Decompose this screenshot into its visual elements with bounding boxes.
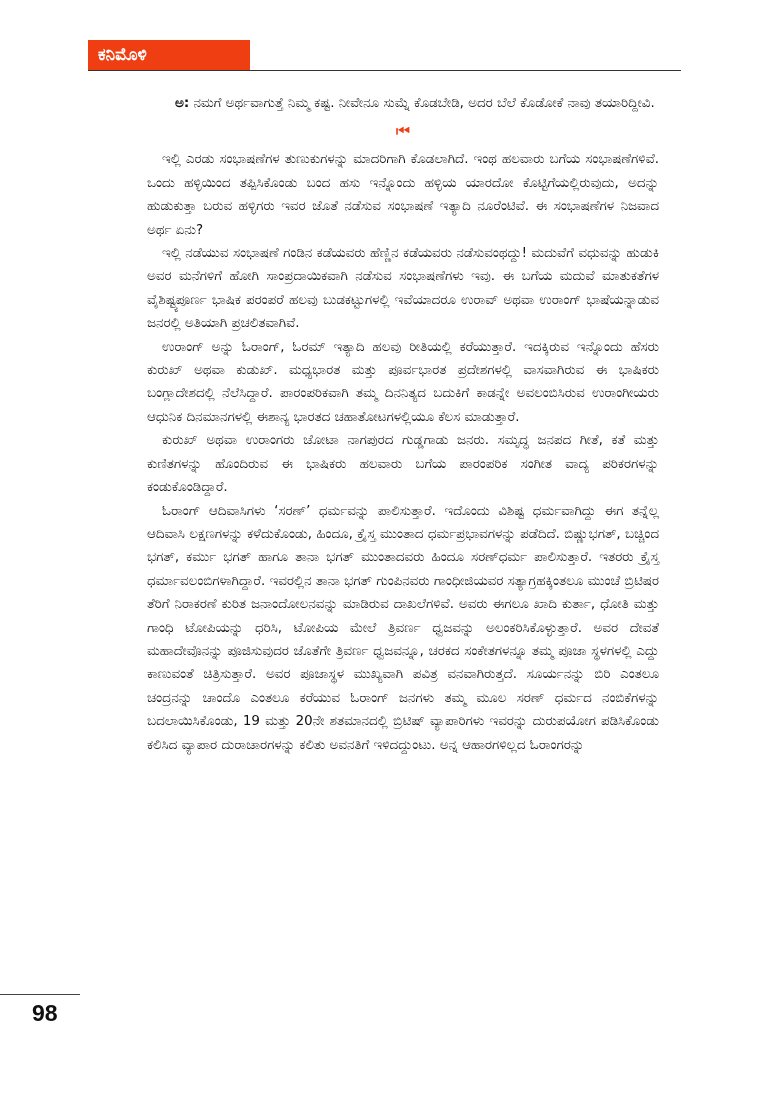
page-number: 98	[32, 1000, 58, 1026]
speaker-label: ಅ:	[175, 96, 190, 111]
header-rule	[88, 70, 681, 71]
section-title: ಕನಿಮೊಳಿ	[88, 40, 250, 70]
skip-back-icon: ⏮	[395, 121, 411, 141]
paragraph: ಉರಾಂಗ್ ಅನ್ನು ಓರಾಂಗ್, ಓರಮ್ ಇತ್ಯಾದಿ ಹಲವು ರೀತಿಯಲ್ಲಿ ಕರೆಯುತ್ತಾರೆ. ಇದಕ್ಕಿರುವ ಇನ್ನೊಂದು ಹೆಸರು ಕುರುಖ್ ಅಥವಾ ಕುಡುಖ್. ಮಧ್ಯಭಾರತ ಮತ್ತು ಪೂರ್ವಭಾರತ ಪ್ರದೇಶಗಳಲ್ಲಿ ವಾಸವಾಗಿರುವ ಈ ಭಾಷಿಕರು ಬಂಗ್ಲಾದೇಶದಲ್ಲಿ ನೆಲೆಸಿದ್ದಾರೆ. ಪಾರಂಪರಿಕವಾಗಿ ತಮ್ಮ ದಿನನಿತ್ಯದ ಬದುಕಿಗೆ ಕಾಡನ್ನೇ ಅವಲಂಬಿಸಿರುವ ಉರಾಂಗೀಯರು ಆಧುನಿಕ ದಿನಮಾನಗಳಲ್ಲಿ ಈಶಾನ್ಯ ಭಾರತದ ಚಹಾತೋಟಗಳಲ್ಲಿಯೂ ಕೆಲಸ ಮಾಡುತ್ತಾರೆ.	[147, 339, 659, 425]
paragraph: ಇಲ್ಲಿ ನಡೆಯುವ ಸಂಭಾಷಣೆ ಗಂಡಿನ ಕಡೆಯವರು ಹೆಣ್ಣಿನ ಕಡೆಯವರು ನಡೆಸುವಂಥದ್ದು! ಮದುವೆಗೆ ವಧುವನ್ನು ಹುಡುಕಿ ಅವರ ಮನೆಗಳಿಗೆ ಹೋಗಿ ಸಾಂಪ್ರದಾಯಿಕವಾಗಿ ನಡೆಸುವ ಸಂಭಾಷಣೆಗಳು ಇವು. ಈ ಬಗೆಯ ಮದುವೆ ಮಾತುಕತೆಗಳ ವೈಶಿಷ್ಟ್ಯಪೂರ್ಣ ಭಾಷಿಕ ಪರಂಪರೆ ಹಲವು ಬುಡಕಟ್ಟುಗಳಲ್ಲಿ ಇವೆಯಾದರೂ ಉರಾವ್ ಅಥವಾ ಉರಾಂಗ್ ಭಾಷೆಯನ್ನಾಡುವ ಜನರಲ್ಲಿ ಅತಿಯಾಗಿ ಪ್ರಚಲಿತವಾಗಿವೆ.	[147, 246, 659, 332]
dialogue-text: ನಮಗೆ ಅರ್ಥವಾಗುತ್ತೆ ನಿಮ್ಮ ಕಷ್ಟ. ನೀವೇನೂ ಸುಮ್ನೆ ಕೊಡಬೇಡಿ, ಅದರ ಬೆಲೆ ಕೊಡೋಕೆ ನಾವು ತಯಾರಿದ್ದೀವಿ.	[189, 96, 655, 111]
paragraph: ಇಲ್ಲಿ ಎರಡು ಸಂಭಾಷಣೆಗಳ ತುಣುಕುಗಳನ್ನು ಮಾದರಿಗಾಗಿ ಕೊಡಲಾಗಿದೆ. ಇಂಥ ಹಲವಾರು ಬಗೆಯ ಸಂಭಾಷಣೆಗಳಿವೆ. ಒಂದು ಹಳ್ಳಿಯಿಂದ ತಪ್ಪಿಸಿಕೊಂಡು ಬಂದ ಹಸು ಇನ್ನೊಂದು ಹಳ್ಳಿಯ ಯಾರದೋ ಕೊಟ್ಟಿಗೆಯಲ್ಲಿರುವುದು, ಅದನ್ನು ಹುಡುಕುತ್ತಾ ಬರುವ ಹಳ್ಳಿಗರು ಇವರ ಜೊತೆ ನಡೆಸುವ ಸಂಭಾಷಣೆ ಇತ್ಯಾದಿ ನೂರೆಂಟಿವೆ. ಈ ಸಂಭಾಷಣೆಗಳ ನಿಜವಾದ ಅರ್ಥ ಏನು?	[147, 152, 659, 238]
article-body	[147, 92, 659, 757]
paragraph: ಓರಾಂಗ್ ಆದಿವಾಸಿಗಳು ‘ಸರಣ್’ ಧರ್ಮವನ್ನು ಪಾಲಿಸುತ್ತಾರೆ. ಇದೊಂದು ವಿಶಿಷ್ಟ ಧರ್ಮವಾಗಿದ್ದು ಈಗ ತನ್ನೆಲ್ಲ ಆದಿವಾಸಿ ಲಕ್ಷಣಗಳನ್ನು ಕಳೆದುಕೊಂಡು, ಹಿಂದೂ, ಕ್ರೈಸ್ತ ಮುಂತಾದ ಧರ್ಮಪ್ರಭಾವಗಳನ್ನು ಪಡೆದಿದೆ. ಬಿಷ್ಣುಭಗತ್, ಬಚ್ಚಿಂದ ಭಗತ್, ಕರ್ಮು ಭಗತ್ ಹಾಗೂ ತಾನಾ ಭಗತ್ ಮುಂತಾದವರು ಹಿಂದೂ ಸರಣ್‌ಧರ್ಮ ಪಾಲಿಸುತ್ತಾರೆ. ಇತರರು ಕ್ರೈಸ್ತ ಧರ್ಮಾವಲಂಬಿಗಳಾಗಿದ್ದಾರೆ. ಇವರಲ್ಲಿನ ತಾನಾ ಭಗತ್ ಗುಂಪಿನವರು ಗಾಂಧೀಜಿಯವರ ಸತ್ಯಾಗ್ರಹಕ್ಕಿಂತಲೂ ಮುಂಚೆ ಬ್ರಿಟಿಷರ ತೆರಿಗೆ ನಿರಾಕರಣೆ ಕುರಿತ ಜನಾಂದೋಲನವನ್ನು ಮಾಡಿರುವ ದಾಖಲೆಗಳಿವೆ. ಅವರು ಈಗಲೂ ಖಾದಿ ಕುರ್ತಾ, ಧೋತಿ ಮತ್ತು ಗಾಂಧಿ ಟೋಪಿಯನ್ನು ಧರಿಸಿ, ಟೋಪಿಯ ಮೇಲೆ ತ್ರಿವರ್ಣ ಧ್ವಜವನ್ನು ಅಲಂಕರಿಸಿಕೊಳ್ಳುತ್ತಾರೆ. ಅವರ ದೇವತೆ ಮಹಾದೇವೊನನ್ನು ಪೂಜಿಸುವುದರ ಜೊತೆಗೇ ತ್ರಿವರ್ಣ ಧ್ವಜವನ್ನೂ, ಚರಕದ ಸಂಕೇತಗಳನ್ನೂ ತಮ್ಮ ಪೂಜಾ ಸ್ಥಳಗಳಲ್ಲಿ ಎದ್ದು ಕಾಣುವಂತೆ ಚಿತ್ರಿಸುತ್ತಾರೆ. ಅವರ ಪೂಜಾಸ್ಥಳ ಮುಖ್ಯವಾಗಿ ಪವಿತ್ರ ವನವಾಗಿರುತ್ತದೆ. ಸೂರ್ಯನನ್ನು ಬಿರಿ ಎಂತಲೂ ಚಂದ್ರನನ್ನು ಚಾಂದೊ ಎಂತಲೂ ಕರೆಯುವ ಓರಾಂಗ್ ಜನಗಳು ತಮ್ಮ ಮೂಲ ಸರಣ್ ಧರ್ಮದ ನಂಬಿಕೆಗಳನ್ನು ಬದಲಾಯಿಸಿಕೊಂಡು, 19 ಮತ್ತು 20ನೇ ಶತಮಾನದಲ್ಲಿ ಬ್ರಿಟಿಷ್ ವ್ಯಾಪಾರಿಗಳು ಇವರನ್ನು ದುರುಪಯೋಗ ಪಡಿಸಿಕೊಂಡು ಕಲಿಸಿದ ವ್ಯಾಪಾರ ದುರಾಚಾರಗಳನ್ನು ಕಲಿತು ಅವನತಿಗೆ ಇಳಿದದ್ದುಂಟು. ಅನ್ನ ಆಹಾರಗಳಿಲ್ಲದ ಓರಾಂಗರನ್ನು	[147, 503, 659, 753]
footer-rule	[0, 994, 80, 995]
dialogue-line	[147, 92, 659, 115]
paragraph: ಕುರುಖ್ ಅಥವಾ ಉರಾಂಗರು ಚೋಟಾ ನಾಗಪುರದ ಗುಡ್ಡಗಾಡು ಜನರು. ಸಮೃದ್ಧ ಜನಪದ ಗೀತೆ, ಕತೆ ಮತ್ತು ಕುಣಿತಗಳನ್ನು ಹೊಂದಿರುವ ಈ ಭಾಷಿಕರು ಹಲವಾರು ಬಗೆಯ ಪಾರಂಪರಿಕ ಸಂಗೀತ ವಾದ್ಯ ಪರಿಕರಗಳನ್ನು ಕಂಡುಕೊಂಡಿದ್ದಾರೆ.	[147, 433, 659, 496]
